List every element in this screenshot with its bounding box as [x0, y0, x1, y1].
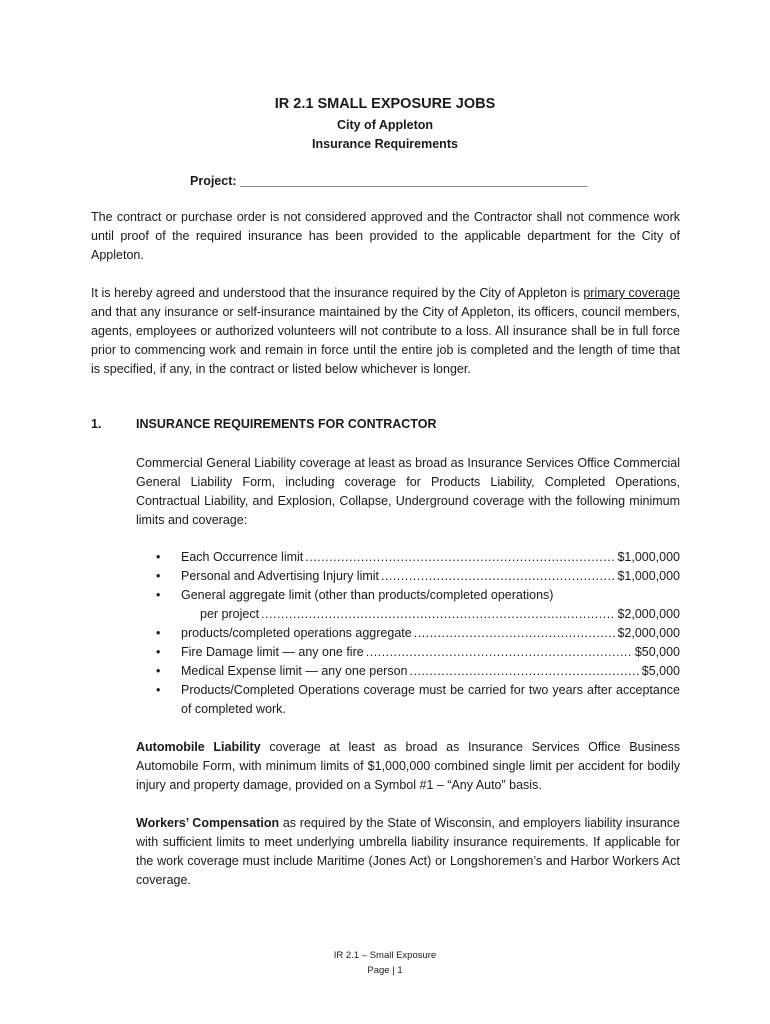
limit-label: • Fire Damage limit — any one fire — [181, 645, 364, 659]
project-line — [190, 174, 588, 188]
list-item — [136, 643, 680, 662]
cgl-paragraph: Commercial General Liability coverage at least as broad as Insurance Services Office Commercial General Liability Form, including coverage for Products Liability, Completed Operations, Contractual Liability, and Explosion, Collapse, Underground coverage with the following minimum limits and coverage: — [136, 456, 680, 527]
primary-coverage-underlined: primary coverage — [583, 286, 680, 300]
limit-label: • products/completed operations aggregate — [181, 626, 412, 640]
list-item — [136, 548, 680, 567]
list-item — [136, 567, 680, 586]
section-number: 1. — [91, 417, 102, 431]
automobile-liability-paragraph — [136, 738, 680, 795]
project-label: Project: — [190, 174, 237, 188]
page-number: Page | 1 — [367, 965, 403, 976]
project-blank: __________________________________________________ — [240, 174, 588, 188]
limit-label: • Personal and Advertising Injury limit — [181, 569, 380, 583]
workers-compensation-text: as required by the State of Wisconsin, and employers liability insurance with sufficient limits to meet underlying umbrella liability insurance requirements. If applicable for the work coverage must include Maritime (Jones Act) or Longshoremen’s and Harbor Workers Act coverage. — [136, 816, 681, 887]
limit-label: • Each Occurrence limit — [181, 550, 304, 564]
automobile-liability-text: coverage at least as broad as Insurance Services Office Business Automobile Form, with minimum limits of $1,000,000 combined single limit per accident for bodily injury and property damage, provided on a Symbol #1 – “Any Auto” basis. — [136, 740, 680, 792]
footer-title: IR 2.1 – Small Exposure — [333, 950, 437, 961]
list-item — [136, 662, 680, 681]
limit-label: • General aggregate limit (other than products/completed operations) — [181, 588, 554, 602]
list-item — [136, 624, 680, 643]
workers-compensation-paragraph — [136, 814, 680, 890]
limit-label: • Products/Completed Operations coverage must be carried for two years after acceptance of completed work. — [181, 683, 680, 716]
limit-label-continued: per project — [200, 607, 260, 621]
automobile-liability-heading: Automobile Liability — [136, 740, 261, 754]
intro-paragraph-2 — [91, 284, 680, 379]
p2-text-before: It is hereby agreed and understood that the insurance required by the City of Appleton is — [91, 286, 584, 300]
limit-amount: $2,000,000 — [617, 607, 680, 621]
list-item — [136, 681, 680, 719]
limit-amount: $5,000 — [641, 664, 680, 678]
limits-list — [136, 548, 680, 719]
workers-compensation-heading: Workers’ Compensation — [136, 816, 280, 830]
limit-amount: $50,000 — [634, 645, 680, 659]
city-name: City of Appleton — [336, 118, 434, 132]
limit-amount: $1,000,000 — [617, 569, 680, 583]
document-title: IR 2.1 SMALL EXPOSURE JOBS — [274, 96, 496, 112]
document-subtitle: Insurance Requirements — [312, 137, 458, 151]
limit-label: • Medical Expense limit — any one person — [181, 664, 408, 678]
limit-amount: $1,000,000 — [617, 550, 680, 564]
list-item — [136, 586, 680, 624]
limit-amount: $2,000,000 — [617, 626, 680, 640]
section-title: INSURANCE REQUIREMENTS FOR CONTRACTOR — [136, 417, 437, 431]
intro-paragraph-1: The contract or purchase order is not considered approved and the Contractor shall not commence work until proof of the required insurance has been provided to the applicable department for the City of Appleton. — [91, 210, 680, 262]
p2-text-after: and that any insurance or self-insurance maintained by the City of Appleton, its officers, council members, agents, employees or authorized volunteers will not contribute to a loss. All insurance shall be in full force prior to commencing work and remain in force until the entire job is completed and the length of time that is specified, if any, in the contract or listed below whichever is longer. — [91, 305, 680, 376]
